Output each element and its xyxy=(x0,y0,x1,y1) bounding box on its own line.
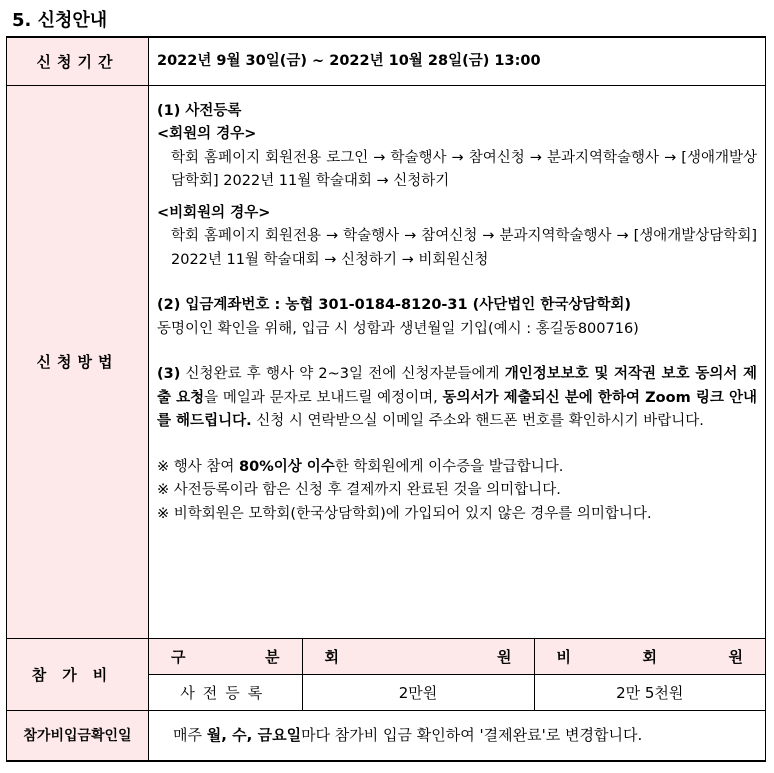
note-2: ※ 사전등록이라 함은 신청 후 결제까지 완료된 것을 의미합니다. xyxy=(157,482,561,498)
nonmember-path: 학회 홈페이지 회원전용 → 학술행사 → 참여신청 → 분과지역학술행사 → [생애개발상담학회] 2022년 11월 학술대회 → 신청하기 → 비회원신청 xyxy=(171,228,757,268)
note1-part-c: 한 학회원에게 이수증을 발급합니다. xyxy=(334,458,564,475)
step3-part-c: 을 메일과 문자로 보내드릴 예정이며, xyxy=(204,389,438,406)
note-1 xyxy=(157,456,757,480)
step2-note: 동명이인 확인을 위해, 입금 시 성함과 생년월일 기입(예시 : 홍길동800716) xyxy=(157,320,639,337)
note1-part-a: ※ 행사 참여 xyxy=(157,458,235,475)
step3-part-e: 신청 시 연락받으실 이메일 주소와 핸드폰 번호를 확인하시기 바랍니다. xyxy=(256,413,704,429)
confirm-part-c: 마다 참가비 입금 확인하여 '결제완료'로 변경합니다. xyxy=(301,725,643,744)
step3-part-b: 개인정보보호 및 저작권 보호 동의서 제출 요청 xyxy=(157,366,757,406)
step3-part-d: 동의서가 제출되신 분에 한하여 Zoom 링크 안내를 해드립니다. xyxy=(157,389,758,429)
fee-cell xyxy=(149,638,766,710)
confirm-text xyxy=(149,710,766,761)
fee-table xyxy=(149,639,765,710)
confirm-part-a: 매주 xyxy=(173,725,202,744)
confirm-label: 참가비입금확인일 xyxy=(7,710,149,761)
method-content xyxy=(149,85,766,638)
step3-text xyxy=(157,363,757,434)
fee-header-member: 회 원 xyxy=(302,639,534,675)
step1-title: (1) 사전등록 xyxy=(157,102,242,119)
step3-num: (3) xyxy=(157,366,181,382)
note-3: ※ 비학회원은 모학회(한국상담학회)에 가입되어 있지 않은 경우를 의미합니다. xyxy=(157,505,652,522)
method-label: 신청방법 xyxy=(7,85,149,638)
fee-nonmember-value: 2만 5천원 xyxy=(534,674,765,710)
note1-part-b: 80%이상 이수 xyxy=(239,458,335,475)
member-title: <회원의 경우> xyxy=(157,126,257,142)
step3-part-a: 신청완료 후 행사 약 2~3일 전에 신청자분들에게 xyxy=(185,366,500,382)
application-info-table xyxy=(6,36,766,762)
step2-title: (2) 입금계좌번호 : 농협 301-0184-8120-31 (사단법인 한국상담학회) xyxy=(157,297,632,313)
fee-member-value: 2만원 xyxy=(302,674,534,710)
section-title: 5. 신청안내 xyxy=(12,10,108,31)
member-path: 학회 홈페이지 회원전용 로그인 → 학술행사 → 참여신청 → 분과지역학술행사 → [생애개발상담학회] 2022년 11월 학술대회 → 신청하기 xyxy=(171,149,757,189)
fee-row-label: 사전등록 xyxy=(149,674,302,710)
period-value: 2022년 9월 30일(금) ~ 2022년 10월 28일(금) 13:00 xyxy=(149,37,766,85)
nonmember-title: <비회원의 경우> xyxy=(157,204,271,221)
fee-header-nonmember: 비 회 원 xyxy=(534,639,765,675)
fee-header-category xyxy=(149,639,302,675)
period-label: 신청기간 xyxy=(7,37,149,85)
fee-label: 참가비 xyxy=(7,638,149,710)
fee-header-category-text: 구 분 xyxy=(171,647,280,666)
confirm-part-b: 월, 수, 금요일 xyxy=(206,725,302,744)
